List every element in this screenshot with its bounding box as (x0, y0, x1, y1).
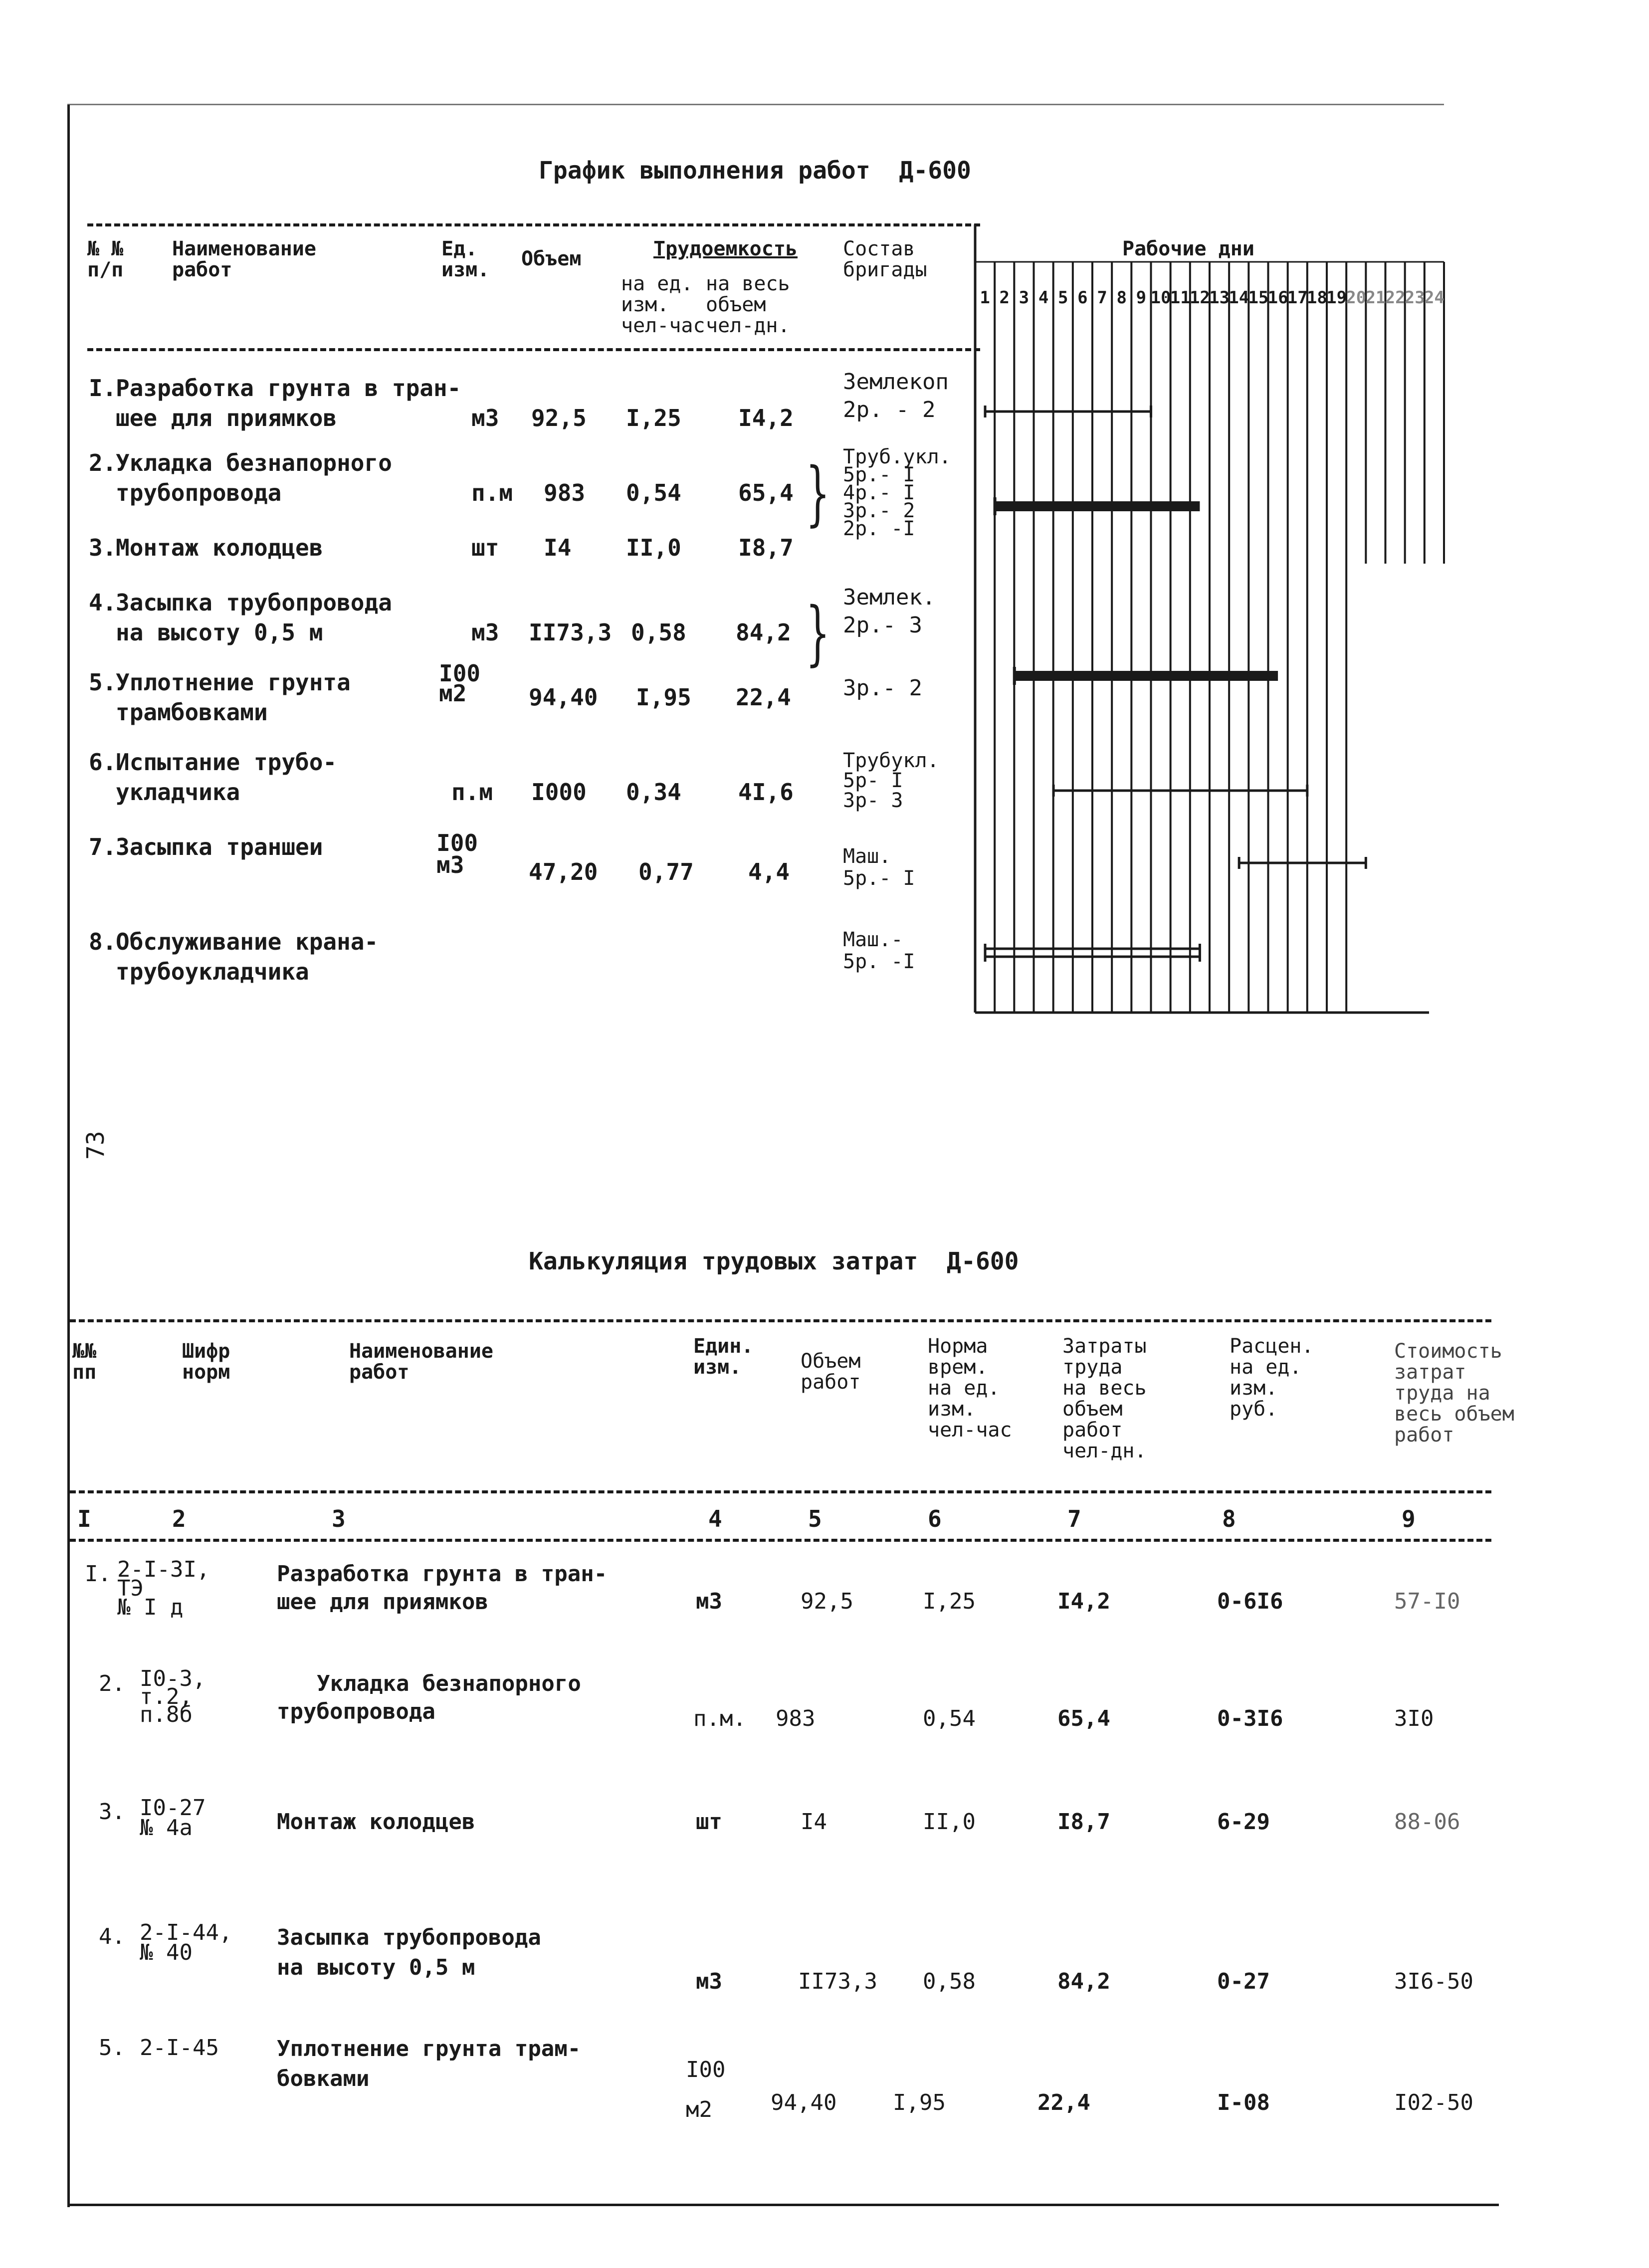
schedule-row-name: Обслуживание крана- трубоукладчика (116, 928, 379, 985)
gantt-day-number: 13 (1209, 288, 1230, 308)
gantt-day-number: 17 (1287, 288, 1308, 308)
gantt-day-number: 4 (1038, 288, 1049, 308)
calc-row-name: Уплотнение грунта трам- бовками (277, 2036, 581, 2091)
gantt-day-number: 6 (1077, 288, 1088, 308)
calc-row-unit: I00 м2 (686, 2057, 726, 2122)
calc-row-labor: 65,4 (1057, 1706, 1110, 1731)
calc-row-volume: I4 (801, 1809, 827, 1835)
calc-row-cost: 3I6-50 (1394, 1969, 1473, 1994)
gantt-day-number: 12 (1189, 288, 1210, 308)
calc-row-volume: II73,3 (798, 1969, 877, 1994)
schedule-header-crew: Состав бригады (843, 237, 927, 281)
calc-row-name: Разработка грунта в тран- шее для приямков (277, 1561, 608, 1615)
schedule-row-total: 4I,6 (738, 779, 794, 806)
calc-row-code: I0-3, т.2, п.8б (140, 1666, 206, 1727)
schedule-row-crew: Маш. 5р.- I (843, 845, 915, 890)
calc-row-num: 3. (99, 1799, 125, 1825)
schedule-row-name: Испытание трубо- укладчика (116, 749, 337, 806)
calc-row-volume: 983 (776, 1706, 816, 1731)
schedule-row-volume: 983 (544, 479, 586, 506)
schedule-row-num: 7. (89, 833, 117, 860)
brace-rows-4-5: } (806, 593, 830, 674)
gantt-day-number: 16 (1267, 288, 1288, 308)
schedule-row-total: 4,4 (748, 858, 790, 885)
schedule-row-name: Засыпка траншеи (116, 833, 323, 860)
calc-header-code: Шифр норм (182, 1340, 230, 1384)
schedule-row-name: Уплотнение грунта трамбовками (116, 669, 351, 726)
schedule-row-per-unit: II,0 (626, 534, 681, 561)
schedule-row-volume: 92,5 (531, 405, 587, 431)
gantt-day-number: 3 (1019, 288, 1030, 308)
schedule-row-num: 3. (89, 534, 117, 561)
schedule-header-num: № № п/п (87, 237, 124, 281)
schedule-row-volume: II73,3 (529, 619, 612, 646)
gantt-day-number: 14 (1229, 288, 1249, 308)
gantt-day-number: 18 (1306, 288, 1327, 308)
schedule-header-labor-per-unit: на ед. изм. чел-час (621, 272, 705, 337)
calc-colnum: I (77, 1505, 91, 1532)
schedule-row-volume: I000 (531, 779, 587, 806)
schedule-row-total: 65,4 (738, 479, 794, 506)
schedule-row-per-unit: I,25 (626, 405, 681, 431)
schedule-row-crew: Землек. 2р.- 3 (843, 585, 936, 638)
calc-colnum: 8 (1222, 1505, 1236, 1532)
calc-row-norm: I,25 (923, 1589, 976, 1614)
schedule-row-volume: 47,20 (529, 858, 598, 885)
calc-header-name: Наименование работ (349, 1340, 493, 1384)
schedule-row-volume: I4 (544, 534, 572, 561)
brace-rows-2-3: } (806, 453, 830, 534)
calc-row-num: 5. (99, 2035, 125, 2061)
schedule-row-per-unit: I,95 (636, 684, 691, 711)
gantt-day-number: 19 (1326, 288, 1347, 308)
schedule-row-unit: п.м (451, 779, 493, 806)
schedule-row-num: 8. (89, 928, 117, 955)
schedule-header-labor-total: на весь объем чел-дн. (706, 272, 790, 337)
calc-row-num: 4. (99, 1924, 125, 1949)
calc-row-cost: I02-50 (1394, 2090, 1473, 2115)
schedule-row-unit: м3 (471, 405, 499, 431)
calc-colnum: 9 (1402, 1505, 1416, 1532)
calc-row-norm: II,0 (923, 1809, 976, 1835)
gantt-day-number: 5 (1058, 288, 1068, 308)
calc-colnum: 3 (332, 1505, 346, 1532)
calc-header-top-rule (70, 1319, 1491, 1322)
calc-row-labor: 22,4 (1037, 2090, 1090, 2115)
schedule-title: График выполнения работ Д-600 (539, 157, 971, 185)
schedule-row-num: 6. (89, 749, 117, 776)
calc-colnum: 5 (808, 1505, 822, 1532)
schedule-row-num: 5. (89, 669, 117, 696)
schedule-row-total: 22,4 (736, 684, 791, 711)
gantt-bar (1015, 671, 1278, 681)
schedule-row-crew: Землекоп 2р. - 2 (843, 369, 949, 422)
calc-row-code: 2-I-45 (140, 2035, 219, 2061)
calc-row-unit: м3 (696, 1969, 722, 1994)
gantt-day-number: 1 (980, 288, 990, 308)
gantt-day-number: 22 (1385, 288, 1406, 308)
schedule-header-volume: Объем (521, 247, 582, 270)
calc-row-norm: 0,58 (923, 1969, 976, 1994)
calc-row-cost: 57-I0 (1394, 1589, 1460, 1614)
schedule-header-work-days: Рабочие дни (1122, 237, 1254, 260)
calc-row-volume: 94,40 (771, 2090, 837, 2115)
calc-colnum: 2 (172, 1505, 186, 1532)
gantt-day-number: 24 (1424, 288, 1444, 308)
gantt-day-number: 20 (1346, 288, 1367, 308)
calc-row-code: I0-27 № 4а (140, 1795, 206, 1841)
calc-colnum-rule (70, 1539, 1491, 1542)
calc-header-labor: Затраты труда на весь объем работ чел-дн. (1062, 1335, 1147, 1462)
calc-row-norm: I,95 (893, 2090, 946, 2115)
calc-row-unit: шт (696, 1809, 722, 1835)
calc-row-labor: I8,7 (1057, 1809, 1110, 1835)
calc-row-labor: I4,2 (1057, 1589, 1110, 1614)
gantt-day-number: 8 (1116, 288, 1127, 308)
schedule-row-name: Монтаж колодцев (116, 534, 323, 561)
schedule-row-unit: I00 м2 (439, 660, 481, 707)
schedule-row-name: Укладка безнапорного трубопровода (116, 449, 392, 506)
calc-colnum: 7 (1067, 1505, 1081, 1532)
gantt-day-number: 15 (1248, 288, 1269, 308)
schedule-row-crew: 3р.- 2 (843, 675, 922, 701)
calc-header-unit: Един. изм. (693, 1335, 754, 1379)
calc-row-rate: 0-3I6 (1217, 1706, 1283, 1731)
schedule-row-total: 84,2 (736, 619, 791, 646)
schedule-header-unit: Ед. изм. (441, 237, 490, 281)
calc-row-unit: м3 (696, 1589, 722, 1614)
schedule-row-num: 4. (89, 589, 117, 616)
calc-row-name: Монтаж колодцев (277, 1809, 475, 1835)
calc-row-code: 2-I-44, № 40 (140, 1920, 232, 1965)
schedule-row-per-unit: 0,77 (638, 858, 694, 885)
page-number: 73 (82, 1131, 110, 1160)
gantt-day-number: 23 (1404, 288, 1425, 308)
calc-row-cost: 88-06 (1394, 1809, 1460, 1835)
calc-row-cost: 3I0 (1394, 1706, 1434, 1731)
calc-header-bottom-rule (70, 1490, 1491, 1493)
calc-row-rate: 6-29 (1217, 1809, 1270, 1835)
schedule-row-unit: п.м (471, 479, 513, 506)
schedule-row-name: Засыпка трубопровода на высоту 0,5 м (116, 589, 392, 646)
calc-header-norm: Норма врем. на ед. изм. чел-час (928, 1335, 1012, 1442)
calc-header-num: №№ пп (72, 1340, 97, 1384)
calc-row-num: 2. (99, 1671, 125, 1696)
schedule-row-num: I. (89, 375, 117, 402)
calc-header-volume: Объем работ (801, 1350, 861, 1394)
calc-row-unit: п.м. (693, 1706, 746, 1731)
schedule-row-per-unit: 0,34 (626, 779, 681, 806)
calc-row-rate: I-08 (1217, 2090, 1270, 2115)
schedule-row-crew: Труб.укл. 5р.- I 4р.- I 3р.- 2 2р. -I (843, 445, 951, 540)
schedule-header-labor: Трудоемкость (653, 237, 798, 260)
calc-title: Калькуляция трудовых затрат Д-600 (529, 1247, 1019, 1275)
calc-row-labor: 84,2 (1057, 1969, 1110, 1994)
calc-row-code: 2-I-3I, ТЭ № I д (117, 1557, 210, 1620)
schedule-row-name: Разработка грунта в тран- шее для приямков (116, 375, 461, 431)
calc-header-cost: Стоимость затрат труда на весь объем работ (1394, 1340, 1514, 1446)
page-frame-bottom (67, 2204, 1499, 2206)
gantt-day-number: 10 (1150, 288, 1171, 308)
schedule-row-total: I4,2 (738, 405, 794, 431)
calc-row-name: Засыпка трубопровода на высоту 0,5 м (277, 1925, 541, 1980)
calc-row-num: I. (85, 1561, 111, 1587)
schedule-row-unit: м3 (471, 619, 499, 646)
gantt-bar (995, 501, 1200, 511)
schedule-row-crew: Маш.- 5р. -I (843, 928, 915, 973)
schedule-row-unit: шт (471, 534, 499, 561)
schedule-row-total: I8,7 (738, 534, 794, 561)
calc-row-norm: 0,54 (923, 1706, 976, 1731)
schedule-row-num: 2. (89, 449, 117, 476)
calc-colnum: 4 (708, 1505, 722, 1532)
calc-header-rate: Расцен. на ед. изм. руб. (1230, 1335, 1314, 1421)
calc-row-volume: 92,5 (801, 1589, 853, 1614)
schedule-row-per-unit: 0,58 (631, 619, 686, 646)
schedule-row-per-unit: 0,54 (626, 479, 681, 506)
schedule-row-crew: Трубукл. 5р- I 3р- 3 (843, 749, 939, 812)
calc-row-rate: 0-27 (1217, 1969, 1270, 1994)
gantt-day-number: 7 (1097, 288, 1107, 308)
gantt-day-number: 9 (1136, 288, 1147, 308)
gantt-day-number: 21 (1365, 288, 1386, 308)
calc-colnum: 6 (928, 1505, 942, 1532)
schedule-row-volume: 94,40 (529, 684, 598, 711)
schedule-row-unit: I00 м3 (436, 829, 478, 878)
calc-row-rate: 0-6I6 (1217, 1589, 1283, 1614)
schedule-header-name: Наименование работ (172, 237, 316, 281)
gantt-day-number: 2 (999, 288, 1010, 308)
gantt-day-number: 11 (1170, 288, 1191, 308)
calc-row-name: Укладка безнапорного трубопровода (277, 1671, 581, 1724)
